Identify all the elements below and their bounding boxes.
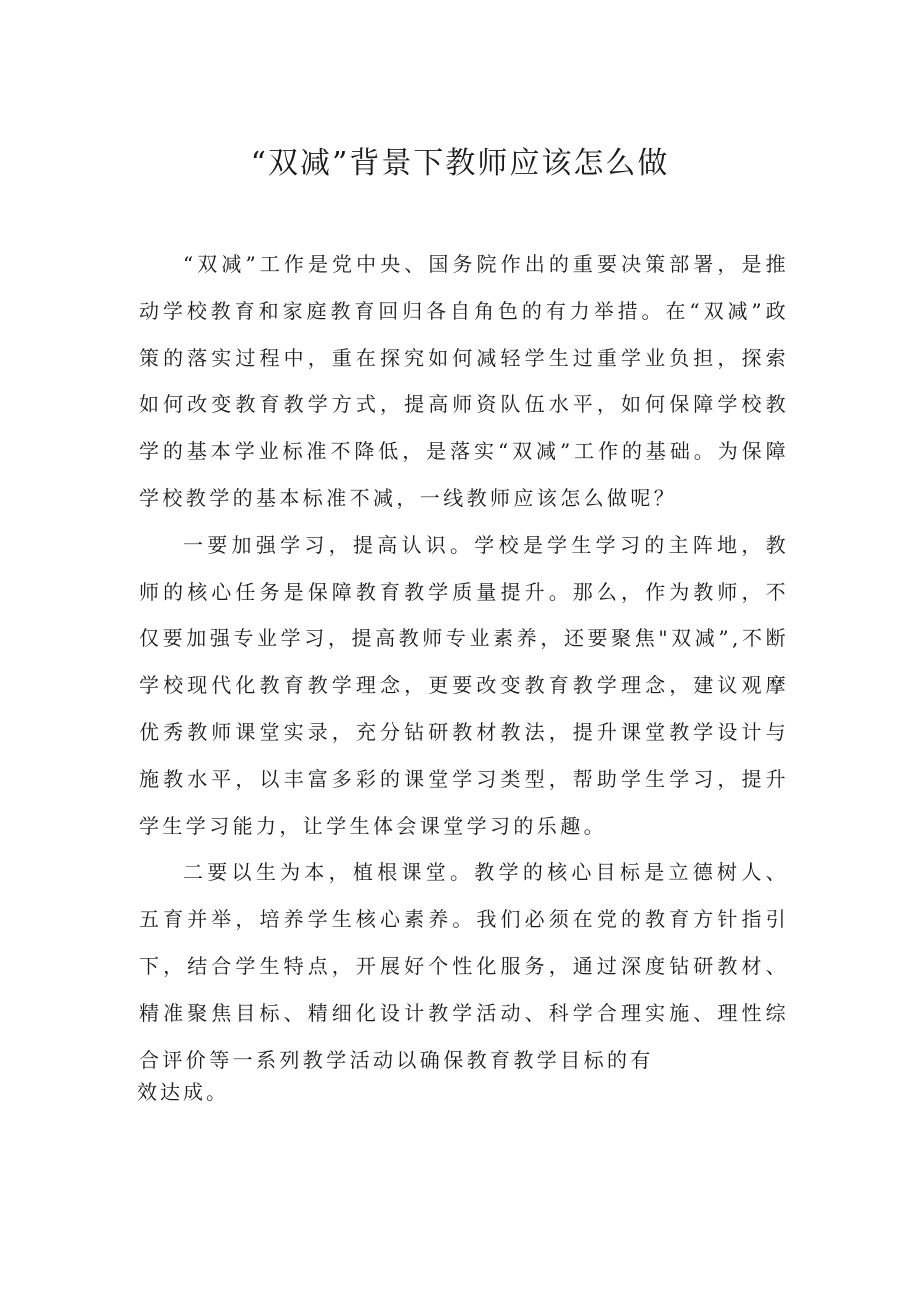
document-body xyxy=(139,241,789,1107)
paragraph-intro: “双减”工作是党中央、国务院作出的重要决策部署，是推动学校教育和家庭教育回归各自角色的有力举措。在“双减”政策的落实过程中，重在探究如何减轻学生过重学业负担，探索如何改变教育教学方式，提高师资队伍水平，如何保障学校教学的基本学业标准不降低，是落实“双减”工作的基础。为保障学校教学的基本标准不减，一线教师应该怎么做呢？ xyxy=(139,252,789,510)
paragraph-tail: 效达成。 xyxy=(137,1080,229,1105)
paragraph-point-two: 二要以生为本，植根课堂。教学的核心目标是立德树人、五育并举，培养学生核心素养。我们必须在党的教育方针指引下，结合学生特点，开展好个性化服务，通过深度钻研教材、精准聚焦目标、精细化设计教学活动、科学合理实施、理性综合评价等一系列教学活动以确保教育教学目标的有 xyxy=(139,860,789,1072)
paragraph-point-one: 一要加强学习，提高认识。学校是学生学习的主阵地，教师的核心任务是保障教育教学质量提升。那么，作为教师，不仅要加强专业学习，提高教师专业素养，还要聚焦"双减”,不断学校现代化教育教学理念，更要改变教育教学理念，建议观摩优秀教师课堂实录，充分钻研教材教法，提升课堂教学设计与施教水平，以丰富多彩的课堂学习类型，帮助学生学习，提升学生学习能力，让学生体会课堂学习的乐趣。 xyxy=(139,532,789,838)
document-title: “双减”背景下教师应该怎么做 xyxy=(250,146,670,181)
